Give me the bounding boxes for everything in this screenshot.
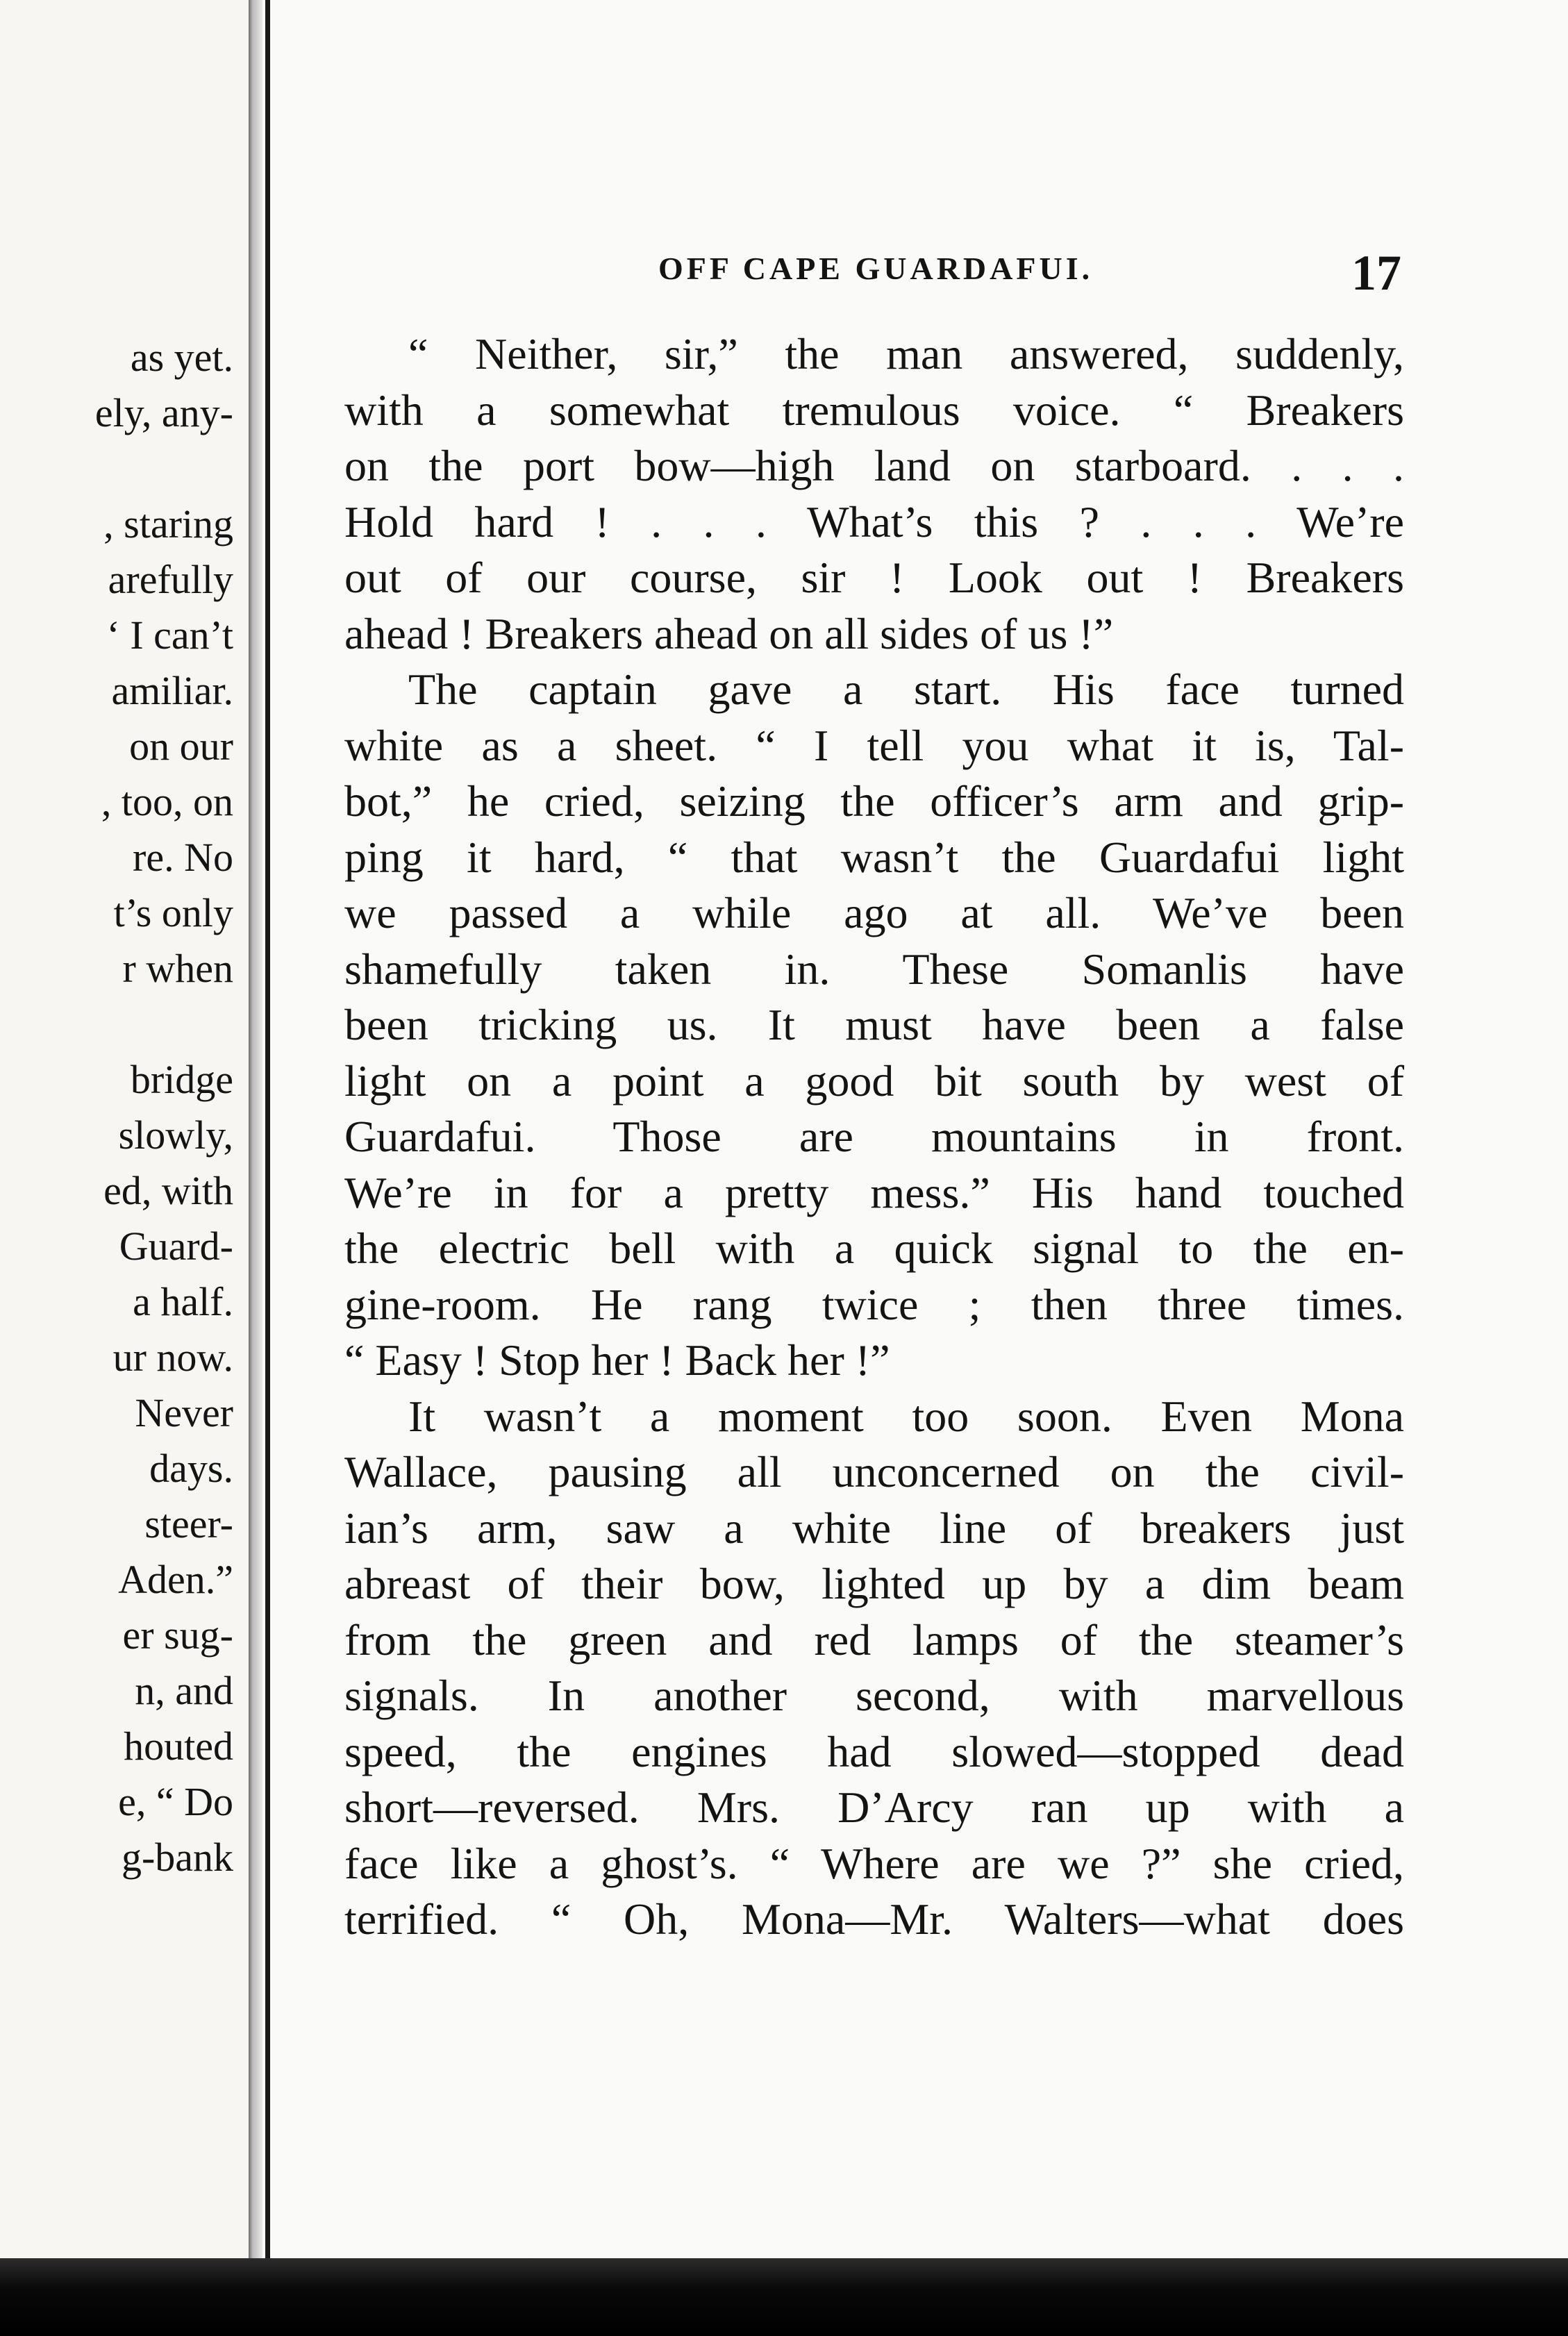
left-page-line: ‘ I can’t: [106, 612, 233, 658]
text-line: we passed a while ago at all. We’ve been: [344, 888, 1404, 937]
text-line: from the green and red lamps of the steamer’s: [344, 1615, 1404, 1665]
left-page-line: Aden.”: [118, 1557, 233, 1602]
text-line: Guardafui. Those are mountains in front.: [344, 1112, 1404, 1161]
book-gutter: [249, 0, 262, 2258]
left-page-line: er sug-: [122, 1612, 233, 1658]
left-page-line: days.: [149, 1446, 233, 1491]
text-line: out of our course, sir ! Look out ! Breakers: [344, 553, 1404, 602]
left-page-line: amiliar.: [111, 668, 233, 713]
text-line: Wallace, pausing all unconcerned on the civil-: [344, 1447, 1404, 1496]
left-page-line: as yet.: [130, 335, 233, 380]
left-page-line: r when: [122, 946, 233, 991]
text-line: It wasn’t a moment too soon. Even Mona: [408, 1391, 1404, 1441]
text-line: speed, the engines had slowed—stopped dead: [344, 1726, 1404, 1776]
text-line: on the port bow—high land on starboard. . . .: [344, 441, 1404, 490]
text-line: light on a point a good bit south by west of: [344, 1056, 1404, 1106]
running-head: OFF CAPE GUARDAFUI.: [658, 251, 1094, 286]
text-line: gine-room. He rang twice ; then three times.: [344, 1279, 1404, 1329]
left-page-line: ur now.: [112, 1335, 233, 1380]
left-page-line: , staring: [103, 501, 233, 547]
left-page-line: e, “ Do: [118, 1779, 233, 1824]
text-line: We’re in for a pretty mess.” His hand touched: [344, 1167, 1404, 1217]
left-page-line: ed, with: [103, 1168, 233, 1213]
page-spine-line: [265, 0, 270, 2258]
left-page-line: a half.: [133, 1279, 233, 1324]
text-line: short—reversed. Mrs. D’Arcy ran up with a: [344, 1783, 1404, 1832]
left-page-line: ely, any-: [94, 390, 233, 435]
text-line: “ Neither, sir,” the man answered, suddenly,: [408, 329, 1404, 378]
left-page-line: , too, on: [101, 779, 233, 824]
text-line: terrified. “ Oh, Mona—Mr. Walters—what does: [344, 1894, 1404, 1944]
left-page-line: steer-: [144, 1501, 233, 1546]
text-line: ping it hard, “ that wasn’t the Guardafui light: [344, 832, 1404, 882]
left-page-line: Guard-: [119, 1224, 233, 1269]
left-page-line: Never: [135, 1390, 233, 1435]
left-page-line: t’s only: [113, 890, 233, 935]
text-line: shamefully taken in. These Somanlis have: [344, 944, 1404, 994]
body-text: [344, 326, 1404, 1948]
text-line: signals. In another second, with marvellous: [344, 1671, 1404, 1720]
text-line: face like a ghost’s. “ Where are we ?” she cried,: [344, 1838, 1404, 1888]
left-page-line: re. No: [133, 835, 233, 880]
text-line: Hold hard ! . . . What’s this ? . . . We’re: [344, 497, 1404, 547]
left-page-line: g-bank: [121, 1835, 233, 1880]
text-line: bot,” he cried, seizing the officer’s arm and grip-: [344, 776, 1404, 826]
book-bottom-edge: [0, 2258, 1568, 2336]
left-page-line: n, and: [135, 1668, 233, 1713]
text-line: abreast of their bow, lighted up by a dim beam: [344, 1559, 1404, 1608]
left-page-line: houted: [124, 1724, 233, 1769]
text-line: ahead ! Breakers ahead on all sides of us !”: [344, 608, 1114, 658]
text-line: with a somewhat tremulous voice. “ Breakers: [344, 385, 1404, 435]
text-line: The captain gave a start. His face turned: [408, 665, 1404, 714]
left-page-line: bridge: [130, 1057, 233, 1102]
left-page-line: slowly,: [118, 1112, 233, 1158]
text-line: ian’s arm, saw a white line of breakers just: [344, 1503, 1404, 1553]
text-line: the electric bell with a quick signal to the en-: [344, 1224, 1404, 1273]
text-line: white as a sheet. “ I tell you what it is, Tal-: [344, 720, 1404, 770]
text-line: “ Easy ! Stop her ! Back her !”: [344, 1335, 890, 1385]
left-page-line: arefully: [108, 557, 233, 602]
left-page-line: on our: [129, 724, 233, 769]
text-line: been tricking us. It must have been a false: [344, 1000, 1404, 1049]
page-number: 17: [1351, 245, 1401, 301]
previous-page-fragment: [0, 0, 249, 2258]
